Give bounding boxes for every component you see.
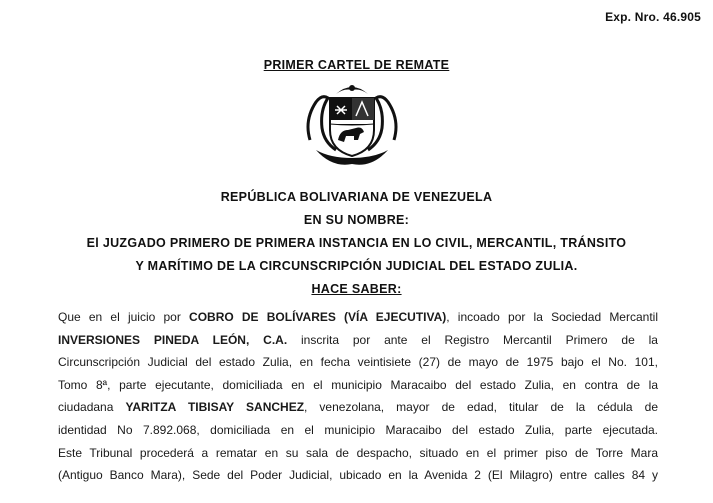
hace-saber-heading: HACE SABER: xyxy=(311,282,402,296)
case-type: COBRO DE BOLÍVARES (VÍA EJECUTIVA) xyxy=(189,310,447,324)
body-line: Este Tribunal procederá a rematar en su sala de despacho, situado en el primer piso de Torre Mara xyxy=(58,445,658,460)
plaintiff-name: INVERSIONES PINEDA LEÓN, C.A. xyxy=(58,332,288,347)
body-line: Que en el juicio por COBRO DE BOLÍVARES (VÍA EJECUTIVA), incoado por la Sociedad Mercantil xyxy=(58,310,658,324)
coat-of-arms-emblem xyxy=(302,80,402,172)
republic-heading: REPÚBLICA BOLIVARIANA DE VENEZUELA xyxy=(220,190,493,204)
on-behalf-heading: EN SU NOMBRE: xyxy=(303,213,410,227)
body-line: Tomo 8ª, parte ejecutante, domiciliada en el municipio Maracaibo del estado Zulia, en contra de la xyxy=(58,377,658,392)
body-line: Circunscripción Judicial del estado Zulia, en fecha veintisiete (27) de mayo de 1975 bajo el No. 101, xyxy=(58,355,658,370)
notice-body xyxy=(58,306,658,487)
defendant-name: YARITZA TIBISAY SANCHEZ xyxy=(125,400,305,415)
body-line: (Antiguo Banco Mara), Sede del Poder Judicial, ubicado en la Avenida 2 (El Milagro) entre calles 84 y xyxy=(58,468,658,483)
expediente-number: Exp. Nro. 46.905 xyxy=(605,10,701,24)
body-line: identidad No 7.892.068, domiciliada en el municipio Maracaibo del estado Zulia, parte ejecutada. xyxy=(58,422,658,437)
body-line: ciudadana YARITZA TIBISAY SANCHEZ, venezolana, mayor de edad, titular de la cédula de xyxy=(58,400,659,415)
court-name-line-1: El JUZGADO PRIMERO DE PRIMERA INSTANCIA EN LO CIVIL, MERCANTIL, TRÁNSITO xyxy=(86,236,627,250)
court-name-line-2: Y MARÍTIMO DE LA CIRCUNSCRIPCIÓN JUDICIAL DEL ESTADO ZULIA. xyxy=(135,259,578,273)
cartel-title: PRIMER CARTEL DE REMATE xyxy=(263,58,450,72)
body-line: INVERSIONES PINEDA LEÓN, C.A. inscrita por ante el Registro Mercantil Primero de la xyxy=(58,332,658,347)
